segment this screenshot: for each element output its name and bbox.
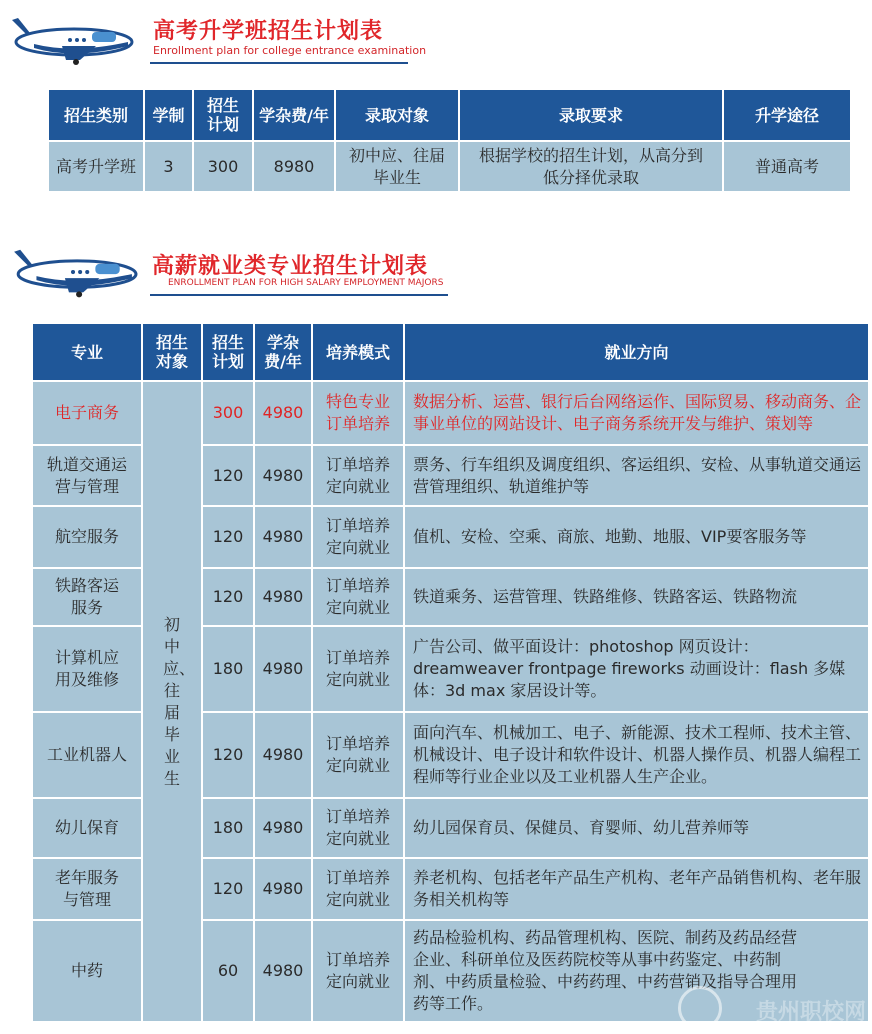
cell-plan: 120 (202, 445, 254, 506)
cell-plan: 180 (202, 798, 254, 858)
cell-mode (312, 712, 404, 798)
watermark-text: 贵州职校网 (755, 1000, 866, 1025)
table2-header-row (32, 323, 869, 381)
header-plan-label: 招生计划 (206, 96, 239, 134)
header-target: 录取对象 (335, 89, 459, 141)
cell-direction: 养老机构、包括老年产品生产机构、老年产品销售机构、老年服务相关机构等 (404, 858, 869, 920)
cell-category: 高考升学班 (48, 141, 144, 192)
cell-mode (312, 858, 404, 920)
table-row (48, 141, 851, 192)
cell-major (32, 568, 142, 626)
cell-mode-text: 订单培养定向就业 (325, 950, 390, 991)
header-major: 专业 (32, 323, 142, 381)
cell-plan: 120 (202, 568, 254, 626)
cell-plan: 180 (202, 626, 254, 712)
header-category: 招生类别 (48, 89, 144, 141)
cell-direction: 面向汽车、机械加工、电子、新能源、技术工程师、技术主管、机械设计、电子设计和软件设计、机器人操作员、机器人编程工程师等行业企业以及工业机器人生产企业。 (404, 712, 869, 798)
cell-fee: 4980 (254, 626, 312, 712)
airplane-icon (6, 238, 138, 300)
cell-fee: 4980 (254, 858, 312, 920)
cell-major-text: 轨道交通运营与管理 (46, 454, 127, 496)
cell-requirement (459, 141, 723, 192)
cell-shared-target (142, 381, 202, 1022)
cell-direction: 药品检验机构、药品管理机构、医院、制药及药品经营企业、科研单位及医药院校等从事中药鉴定、中药制剂、中药质量检验、中药药理、中药营销及指导合理用药等工作。 (404, 920, 869, 1022)
header-requirement: 录取要求 (459, 89, 723, 141)
cell-requirement-text: 根据学校的招生计划，从高分到低分择优录取 (478, 145, 703, 187)
cell-plan: 300 (193, 141, 253, 192)
cell-plan: 120 (202, 858, 254, 920)
cell-mode (312, 798, 404, 858)
table-row (32, 381, 869, 445)
cell-major: 电子商务 (32, 381, 142, 445)
cell-fee: 4980 (254, 798, 312, 858)
cell-major: 工业机器人 (32, 712, 142, 798)
cell-direction: 数据分析、运营、银行后台网络运作、国际贸易、移动商务、企事业单位的网站设计、电子商务系统开发与维护、策划等 (404, 381, 869, 445)
cell-major: 幼儿保育 (32, 798, 142, 858)
header-fee (254, 323, 312, 381)
table1-header-row (48, 89, 851, 141)
cell-mode (312, 506, 404, 568)
cell-fee: 4980 (254, 445, 312, 506)
shared-target-text: 初中应、往届毕业生 (163, 614, 196, 788)
cell-major (32, 626, 142, 712)
cell-fee: 4980 (254, 506, 312, 568)
cell-direction: 铁道乘务、运营管理、铁路维修、铁路客运、铁路物流 (404, 568, 869, 626)
cell-mode (312, 626, 404, 712)
cell-major-text: 铁路客运服务 (54, 576, 119, 617)
cell-mode (312, 381, 404, 445)
cell-mode (312, 445, 404, 506)
cell-plan: 120 (202, 506, 254, 568)
cell-major: 中药 (32, 920, 142, 1022)
section1-underline (150, 62, 408, 64)
header-plan (193, 89, 253, 141)
cell-fee: 8980 (253, 141, 335, 192)
header-mode: 培养模式 (312, 323, 404, 381)
cell-fee: 4980 (254, 568, 312, 626)
cell-mode-text: 订单培养定向就业 (325, 454, 390, 496)
college-exam-table (47, 88, 852, 193)
cell-mode-text: 订单培养定向就业 (325, 868, 390, 909)
airplane-icon (4, 8, 134, 66)
cell-major: 航空服务 (32, 506, 142, 568)
section2-subtitle: ENROLLMENT PLAN FOR HIGH SALARY EMPLOYMENT MAJORS (168, 278, 444, 288)
section1-subtitle: Enrollment plan for college entrance examination (153, 44, 427, 57)
header-path: 升学途径 (723, 89, 851, 141)
cell-major (32, 858, 142, 920)
cell-direction: 票务、行车组织及调度组织、客运组织、安检、从事轨道交通运营管理组织、轨道维护等 (404, 445, 869, 506)
cell-major-text: 老年服务与管理 (54, 868, 119, 909)
section2-title: 高薪就业类专业招生计划表 (152, 254, 429, 279)
cell-major-text: 计算机应用及维修 (54, 648, 119, 689)
cell-target-text: 初中应、往届毕业生 (348, 145, 445, 187)
cell-mode (312, 568, 404, 626)
cell-direction: 幼儿园保育员、保健员、育婴师、幼儿营养师等 (404, 798, 869, 858)
header-target (142, 323, 202, 381)
header-fee: 学杂费/年 (253, 89, 335, 141)
cell-fee: 4980 (254, 920, 312, 1022)
header-fee-label: 学杂费/年 (264, 333, 302, 371)
cell-direction: 值机、安检、空乘、商旅、地勤、地服、VIP要客服务等 (404, 506, 869, 568)
cell-mode-text: 订单培养定向就业 (325, 734, 390, 775)
header-plan-label: 招生计划 (211, 333, 244, 371)
watermark-logo-icon (678, 986, 722, 1030)
cell-mode-text: 特色专业订单培养 (325, 392, 390, 433)
employment-majors-table (31, 322, 870, 1023)
cell-plan: 120 (202, 712, 254, 798)
cell-years: 3 (144, 141, 193, 192)
cell-mode-text: 订单培养定向就业 (325, 576, 390, 617)
header-direction: 就业方向 (404, 323, 869, 381)
cell-plan: 60 (202, 920, 254, 1022)
header-years: 学制 (144, 89, 193, 141)
cell-mode-text: 订单培养定向就业 (325, 648, 390, 689)
cell-fee: 4980 (254, 381, 312, 445)
cell-target (335, 141, 459, 192)
cell-mode-text: 订单培养定向就业 (325, 516, 390, 557)
cell-fee: 4980 (254, 712, 312, 798)
cell-mode-text: 订单培养定向就业 (325, 807, 390, 848)
cell-path: 普通高考 (723, 141, 851, 192)
cell-plan: 300 (202, 381, 254, 445)
cell-mode (312, 920, 404, 1022)
header-plan (202, 323, 254, 381)
cell-major (32, 445, 142, 506)
cell-direction: 广告公司、做平面设计：photoshop 网页设计：dreamweaver frontpage fireworks 动画设计：flash 多媒体：3d max 家居设计等。 (404, 626, 869, 712)
section2-underline (150, 294, 448, 296)
header-target-label: 招生对象 (155, 333, 188, 371)
section1-title: 高考升学班招生计划表 (153, 19, 384, 44)
